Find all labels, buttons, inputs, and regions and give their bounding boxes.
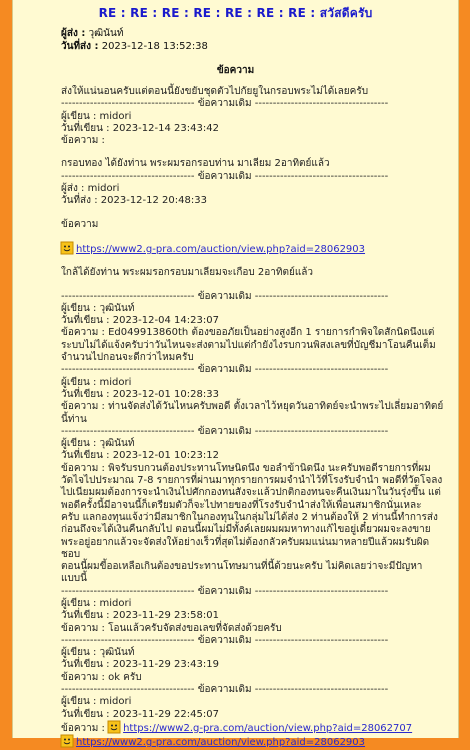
body-line: วันที่เขียน : 2023-12-14 23:43:42 [61, 122, 219, 134]
author-name: วุฒินันท์ [88, 28, 124, 39]
body-line: นี้ท่าน [61, 413, 87, 425]
body-line: ข้อความ : [61, 135, 105, 147]
body-line: กรอบทอง ได้ยังท่าน พระผมรอกรอบท่าน มาเลียม 2อาทิตย์แล้ว [61, 158, 330, 170]
body-line: พอดีครั้งนี้มีอาจนนี้ก็เตรียมตัวก็จะไปทายของที่โรงรับจำนำส่งให้เพื่อนสมาชิกนั่นเหละ [61, 499, 422, 511]
quote-separator: ------------------------------------- ข้อความเดิม ------------------------------------- [61, 684, 389, 696]
link-line [61, 721, 448, 735]
message-body [13, 86, 458, 750]
body-line: ระบบไม่ได้แจ้งครับว่าวันไหนจะส่งตามไปแต่กำยังไงรบกวนพิสงเลขที่บัญชีมาโอนคืนเต็ม [61, 339, 436, 351]
quote-separator: ------------------------------------- ข้อความเดิม ------------------------------------- [61, 425, 389, 437]
body-line: ก่อนถึงจะได้เงินคืนกลับไป ตอนนี้ผมไม่มีทั้งค์เลยผมผมหาทางแก้ไขอยู่เดี๋ยวผมจะลงขาย [61, 524, 431, 536]
quote-separator: ------------------------------------- ข้อความเดิม ------------------------------------- [61, 634, 389, 646]
auction-link[interactable]: https://www2.g-pra.com/auction/view.php?aid=28062903 [76, 737, 366, 749]
body-line: วันที่เขียน : 2023-12-01 10:23:12 [61, 450, 219, 462]
message-panel [12, 0, 459, 749]
link-line [61, 242, 448, 256]
body-line: ตอนนี้ผมขี้ออเหลือเกินต้องขอประทานโทษมานที่นี้ด้วยนะครับ ไม่คิดเลยว่าจะมีปัญหา [61, 561, 423, 573]
auction-link[interactable]: https://www2.g-pra.com/auction/view.php?aid=28062707 [123, 722, 413, 734]
quote-separator: ------------------------------------- ข้อความเดิม ------------------------------------- [61, 364, 389, 376]
quote-separator: ------------------------------------- ข้อความเดิม ------------------------------------- [61, 290, 389, 302]
smiley-icon [61, 242, 73, 254]
link-line [61, 735, 448, 749]
body-line: ผู้เขียน : วุฒินันท์ [61, 647, 135, 659]
body-line: ข้อความ : [61, 722, 109, 734]
message-label: ข้อความ [216, 65, 255, 76]
smiley-icon [61, 735, 73, 747]
body-line: วันที่เขียน : 2023-11-29 23:58:01 [61, 610, 219, 622]
body-line: วันที่เขียน : 2023-11-29 23:43:19 [61, 659, 219, 671]
quote-separator: ------------------------------------- ข้อความเดิม ------------------------------------- [61, 585, 389, 597]
body-line: จำนวนไปกอนจะดีกว่าไหมครับ [61, 352, 194, 364]
message-title: RE : RE : RE : RE : RE : RE : RE : สวัสดีครับ [98, 6, 373, 20]
body-line: ผู้เขียน : วุฒินันท์ [61, 302, 135, 314]
body-line: ข้อความ : Ed049913860th ต้องขออภัยเป็นอย่างสูงอีก 1 รายการกำพิจใดสักนิดนึงแต่ [61, 327, 435, 339]
body-line: ใกล้ได้ยังท่าน พระผมรอกรอบมาเลียมจะเกือบ 2อาทิตย์แล้ว [61, 267, 314, 279]
sent-date: 2023-12-18 13:52:38 [101, 41, 208, 52]
body-line: ส่งให้แน่นอนครับแต่ตอนนี้ยังขยับชุดตัวไปกัยยูในกรอบพระไม่ได้เลยครับ [61, 86, 369, 97]
body-line: วันที่เขียน : 2023-12-04 14:23:07 [61, 315, 219, 327]
body-line: วัดไจไปประมาณ 7-8 รายการที่ผ่านมาทุกรายการผมจำนำไว้ที่โรงรับจำนำ พอดีที่วัดโจลง [61, 475, 443, 487]
body-line: ครับ แลกองทุนแจ้งว่ามีสมาชิกในกองทุนในกลุ่มไม่ได้ส่ง 2 ท่านต้องให้ 2 ท่านนี้ทำการส่ง [61, 511, 438, 523]
body-line: ผู้เขียน : midori [61, 376, 132, 388]
quote-separator: ------------------------------------- ข้อความเดิม ------------------------------------- [61, 98, 389, 110]
body-line: ผู้เขียน : วุฒินันท์ [61, 438, 135, 450]
body-line: ผู้เขียน : midori [61, 696, 132, 708]
author-label: ผู้ส่ง : [61, 28, 86, 39]
message-header [13, 27, 458, 53]
auction-link[interactable]: https://www2.g-pra.com/auction/view.php?aid=28062903 [76, 243, 366, 255]
body-line: วันที่เขียน : 2023-11-29 22:45:07 [61, 708, 219, 720]
body-line: วันที่ส่ง : 2023-12-12 20:48:33 [61, 195, 207, 207]
quote-separator: ------------------------------------- ข้อความเดิม ------------------------------------- [61, 170, 389, 182]
body-line: ไปเนียมผมต้องการจะนำเงินไปศักกองทนสังจะแล้วปกติกองทนจะคืนเงินมาในวันรุ่งขึ้น แต่ [61, 487, 441, 499]
body-line: ผู้เขียน : midori [61, 110, 132, 122]
body-line: ข้อความ : โอนแล้วครับจัดส่งขอเลขที่จัดส่งด้วยครับ [61, 622, 282, 634]
body-line: ข้อความ : ok ครับ [61, 671, 142, 683]
body-line: ผู้ส่ง : midori [61, 183, 120, 195]
date-label: วันที่ส่ง : [61, 41, 99, 52]
body-line: ผู้เขียน : midori [61, 597, 132, 609]
body-line: วันที่เขียน : 2023-12-01 10:28:33 [61, 388, 219, 400]
body-line: ข้อความ [61, 218, 99, 230]
body-line: พระอยู่อยากแล้วจะจัดส่งให้อย่างเร็วที่สุดไม่ต้องกลัวครับผมแน่นมาหลายปีแล้วผมรับผิดชอบ [61, 536, 430, 560]
smiley-icon [108, 721, 120, 733]
body-line: แบบนี้ [61, 573, 87, 585]
body-line: ข้อความ : พิจรับรบกวนต้องประทานโทษนิดนึง ขอลำข้านิดนึง นะครับพอดีรายการที่ผม [61, 462, 431, 474]
body-line: ข้อความ : ท่านจัดส่งได้วันไหนครับพอดี ตั้งเวลาไว้หยุดวันอาทิตย์จะนำพระไปเลี่ยมอาทิตย์ [61, 401, 444, 413]
